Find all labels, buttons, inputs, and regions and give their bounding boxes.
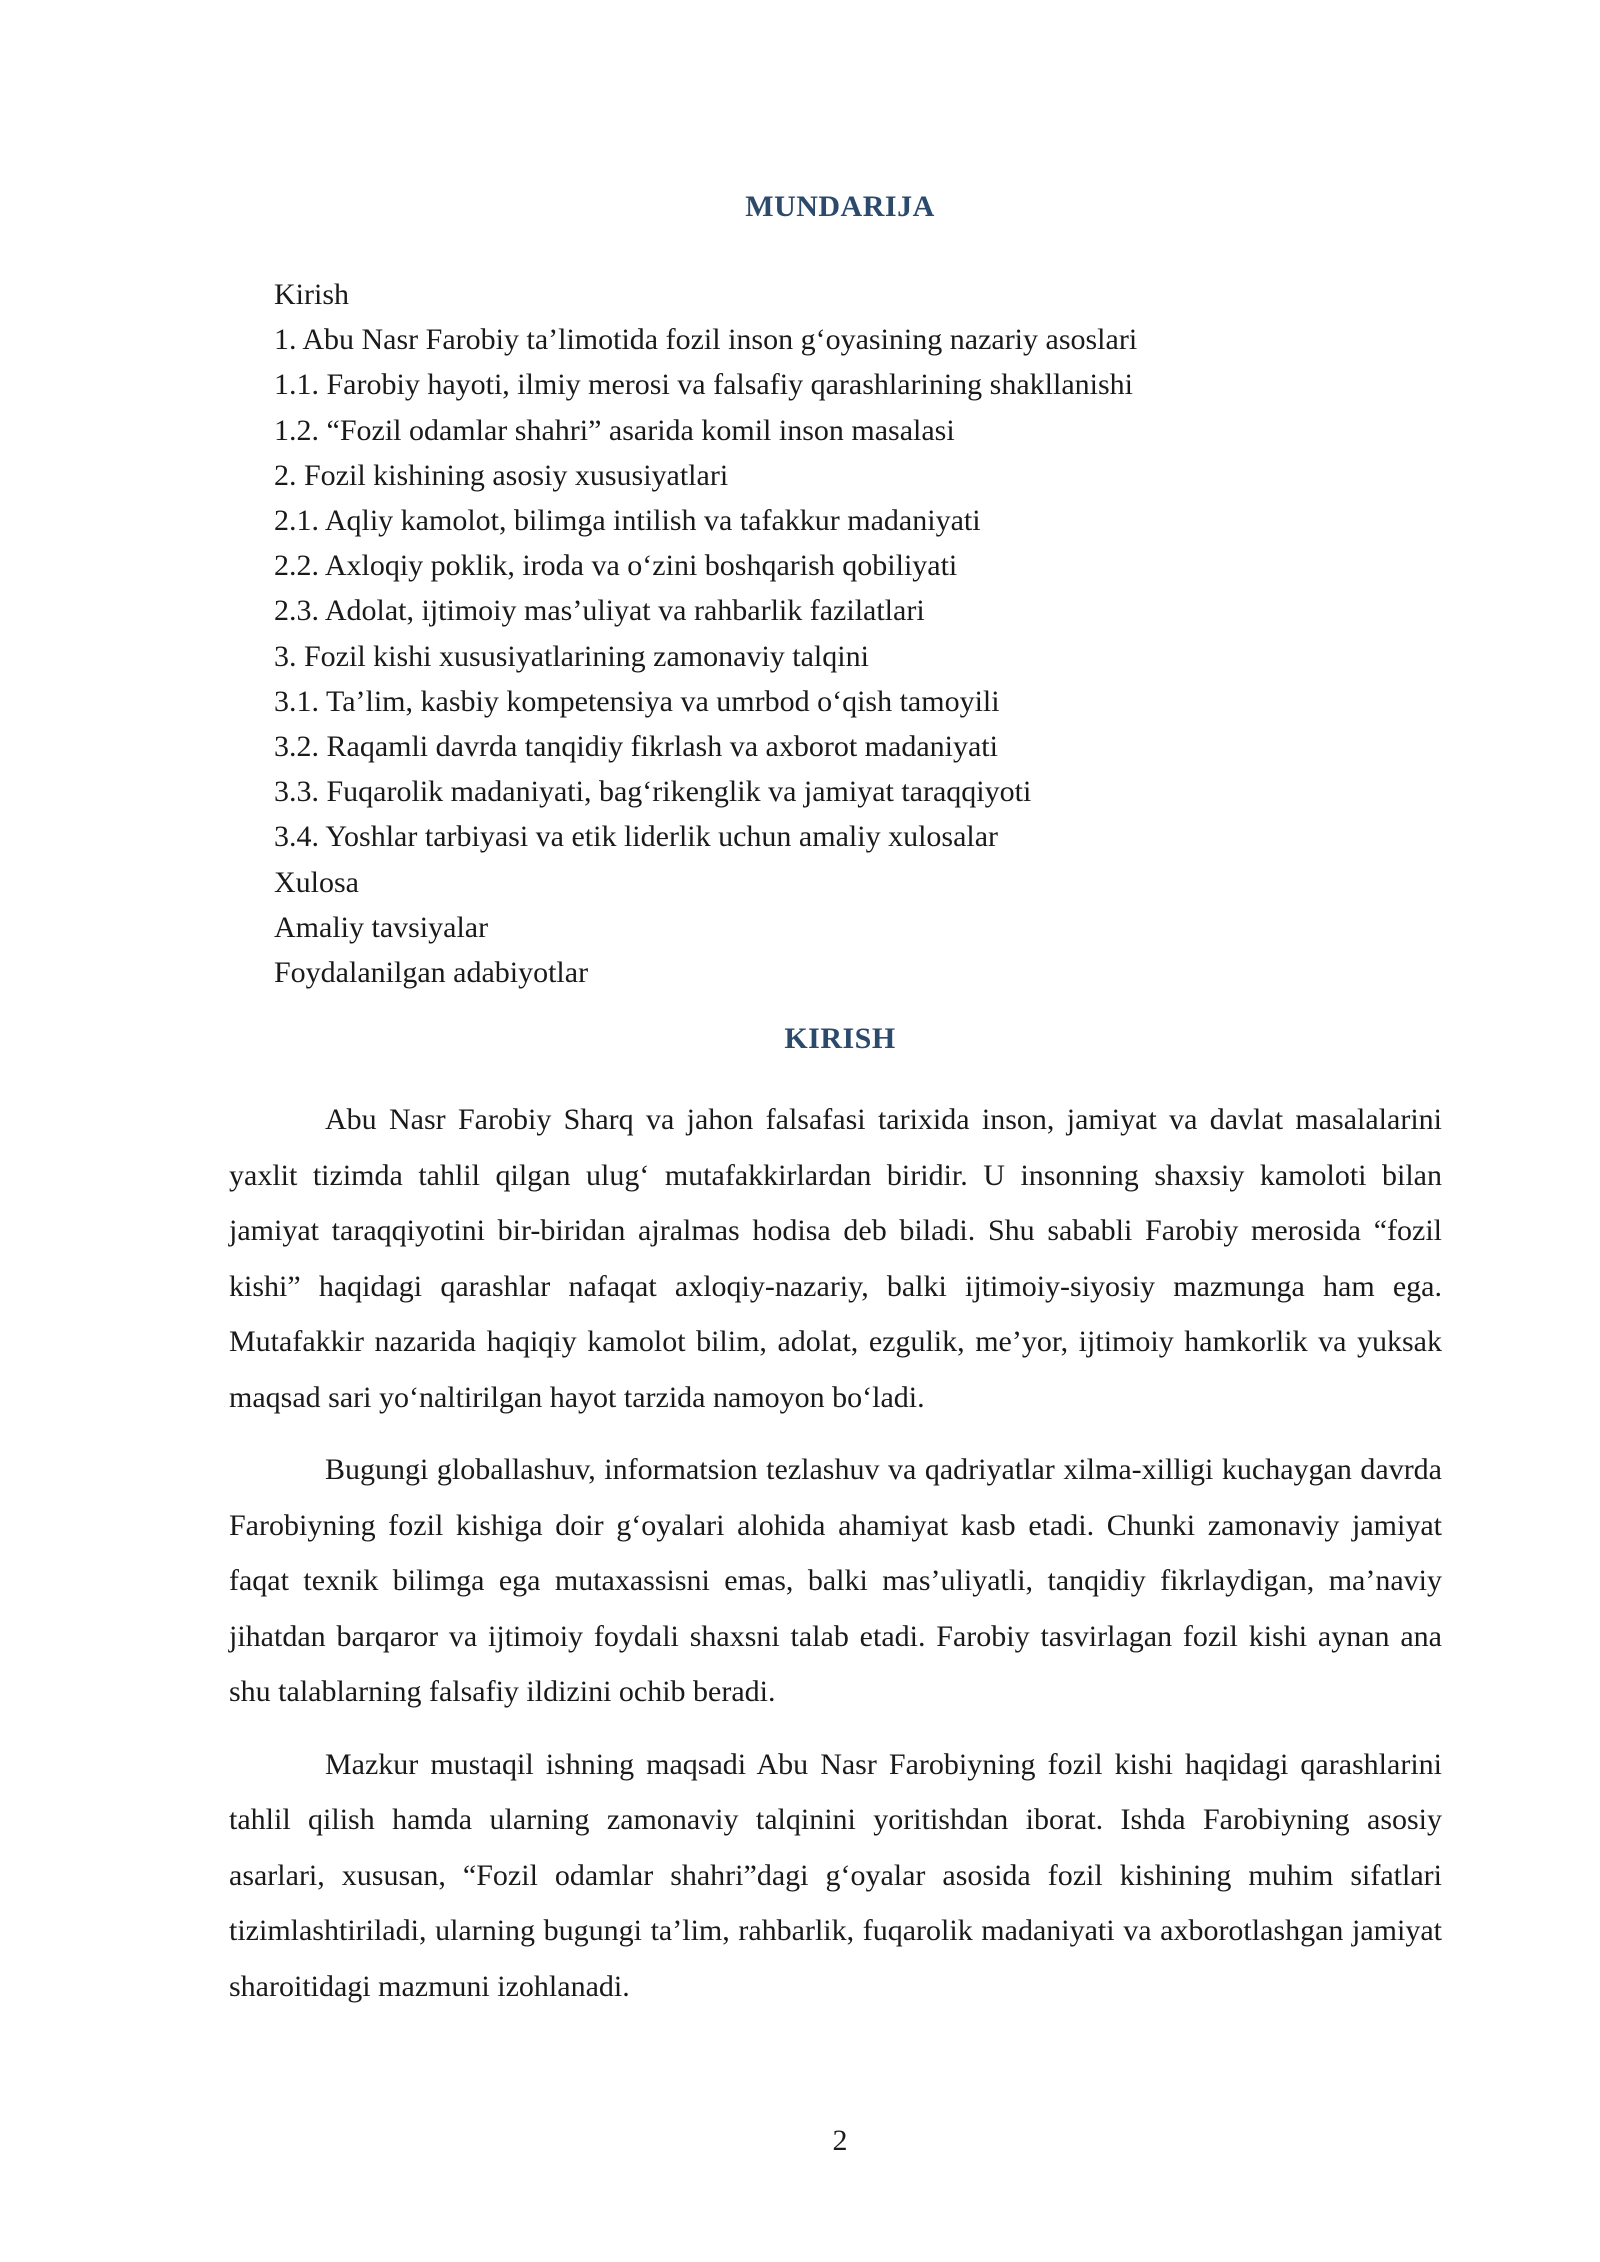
toc-item: 3.4. Yoshlar tarbiyasi va etik liderlik uchun amaliy xulosalar (274, 820, 999, 854)
intro-paragraph: Abu Nasr Farobiy Sharq va jahon falsafasi tarixida inson, jamiyat va davlat masalalarini yaxlit tizimda tahlil qilgan ulug‘ mutafakkirlardan biridir. U insonning shaxsiy kamoloti bilan jamiyat taraqqiyotini bir-biridan ajralmas hodisa deb biladi. Shu sababli Farobiy merosida “fozil kishi” haqidagi qarashlar nafaqat axloqiy-nazariy, balki ijtimoiy-siyosiy mazmunga ham ega. Mutafakkir nazarida haqiqiy kamolot bilim, adolat, ezgulik, me’yor, ijtimoiy hamkorlik va yuksak maqsad sari yo‘naltirilgan hayot tarzida namoyon bo‘ladi. (229, 1103, 1442, 1414)
toc-item: 3.2. Raqamli davrda tanqidiy fikrlash va axborot madaniyati (274, 730, 998, 764)
page-number: 2 (832, 2124, 848, 2157)
toc-item: 3.3. Fuqarolik madaniyati, bag‘rikenglik va jamiyat taraqqiyoti (274, 775, 1032, 809)
intro-body (229, 1092, 1442, 2031)
toc-item: 1. Abu Nasr Farobiy ta’limotida fozil inson g‘oyasining nazariy asoslari (274, 323, 1138, 357)
toc-item: 1.2. “Fozil odamlar shahri” asarida komil inson masalasi (274, 413, 955, 447)
toc-item: 2.1. Aqliy kamolot, bilimga intilish va tafakkur madaniyati (274, 504, 981, 538)
toc-item: 2. Fozil kishining asosiy xususiyatlari (274, 458, 729, 492)
toc-item: 1.1. Farobiy hayoti, ilmiy merosi va falsafiy qarashlarining shakllanishi (274, 368, 1133, 402)
toc-item: 3.1. Ta’lim, kasbiy kompetensiya va umrbod o‘qish tamoyili (274, 684, 1000, 718)
toc-item: 2.2. Axloqiy poklik, iroda va o‘zini boshqarish qobiliyati (274, 549, 958, 583)
intro-heading: KIRISH (784, 1022, 896, 1055)
toc-item: 2.3. Adolat, ijtimoiy mas’uliyat va rahbarlik fazilatlari (274, 594, 925, 628)
toc-item: Foydalanilgan adabiyotlar (274, 956, 589, 990)
toc-item: Kirish (274, 278, 349, 311)
table-of-contents (274, 272, 1137, 995)
toc-heading: MUNDARIJA (745, 190, 935, 223)
intro-paragraph: Bugungi globallashuv, informatsion tezlashuv va qadriyatlar xilma-xilligi kuchaygan davrda Farobiyning fozil kishiga doir g‘oyalari alohida ahamiyat kasb etadi. Chunki zamonaviy jamiyat faqat texnik bilimga ega mutaxassisni emas, balki mas’uliyatli, tanqidiy fikrlaydigan, ma’naviy jihatdan barqaror va ijtimoiy foydali shaxsni talab etadi. Farobiy tasvirlagan fozil kishi aynan ana shu talablarning falsafiy ildizini ochib beradi. (229, 1453, 1442, 1708)
intro-paragraph: Mazkur mustaqil ishning maqsadi Abu Nasr Farobiyning fozil kishi haqidagi qarashlarini tahlil qilish hamda ularning zamonaviy talqinini yoritishdan iborat. Ishda Farobiyning asosiy asarlari, xususan, “Fozil odamlar shahri”dagi g‘oyalar asosida fozil kishining muhim sifatlari tizimlashtiriladi, ularning bugungi ta’lim, rahbarlik, fuqarolik madaniyati va axborotlashgan jamiyat sharoitidagi mazmuni izohlanadi. (229, 1747, 1442, 2003)
toc-item: 3. Fozil kishi xususiyatlarining zamonaviy talqini (274, 639, 869, 673)
toc-item: Amaliy tavsiyalar (274, 910, 489, 944)
toc-item: Xulosa (274, 865, 359, 899)
